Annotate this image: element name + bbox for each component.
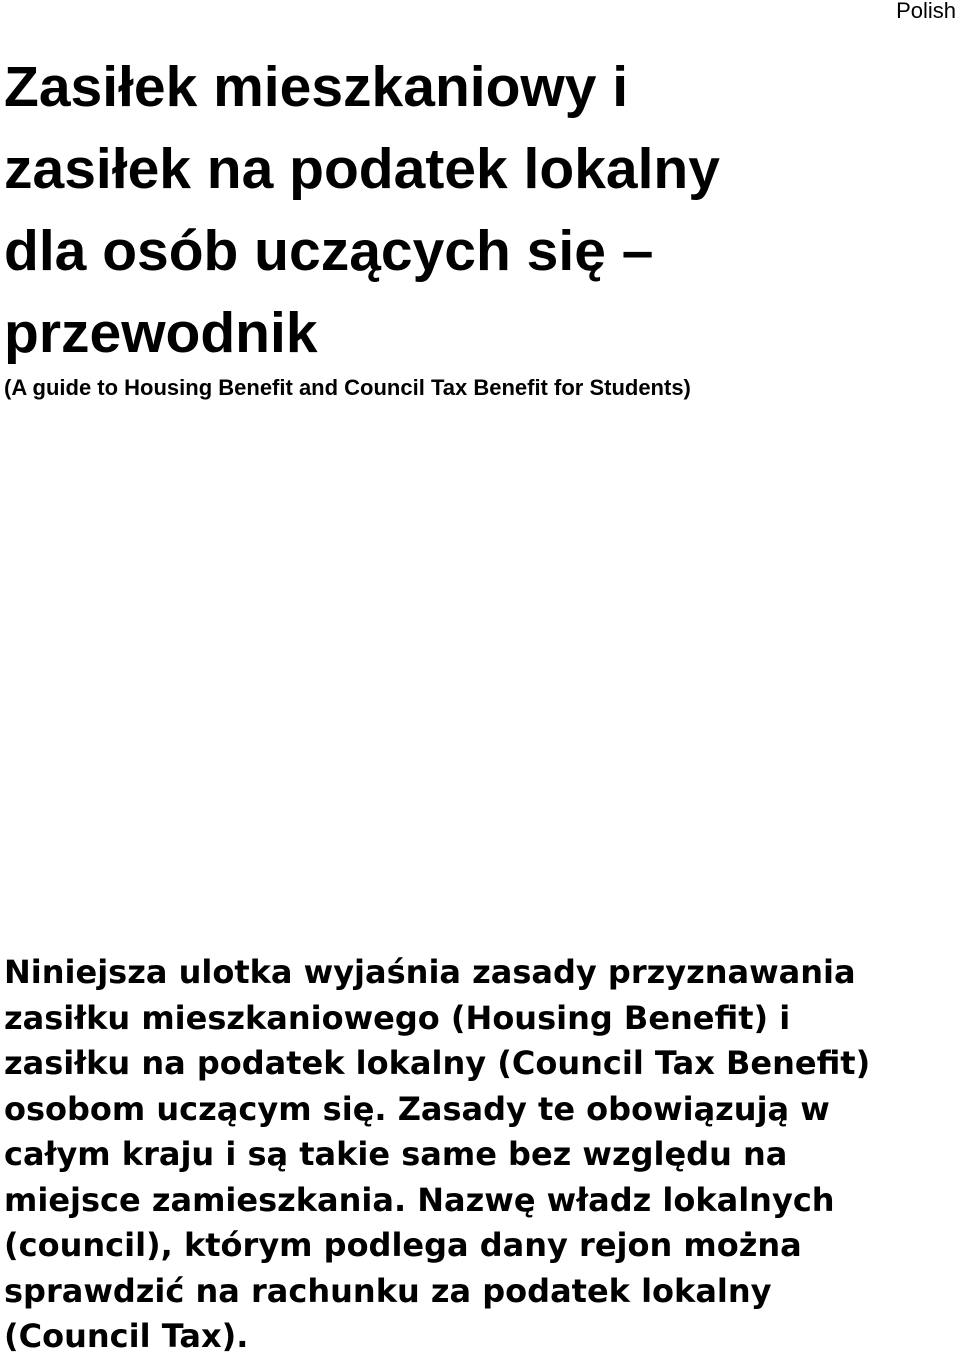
intro-line: zasiłku na podatek lokalny (Council Tax Benefit) bbox=[4, 1044, 871, 1082]
document-title bbox=[4, 46, 944, 374]
intro-line: (Council Tax). bbox=[4, 1317, 249, 1355]
document-subtitle: (A guide to Housing Benefit and Council Tax Benefit for Students) bbox=[4, 375, 691, 400]
intro-line: osobom uczącym się. Zasady te obowiązują w bbox=[4, 1089, 830, 1128]
language-label: Polish bbox=[896, 0, 956, 23]
intro-paragraph bbox=[4, 950, 954, 1360]
title-line: przewodnik bbox=[4, 301, 318, 365]
title-line: Zasiłek mieszkaniowy i bbox=[4, 55, 629, 119]
intro-line: zasiłku mieszkaniowego (Housing Benefit) i bbox=[4, 998, 791, 1037]
intro-line: (council), którym podlega dany rejon można bbox=[4, 1226, 802, 1264]
title-line: dla osób uczących się – bbox=[4, 219, 654, 283]
intro-line: całym kraju i są takie same bez względu na bbox=[4, 1135, 788, 1173]
title-line: zasiłek na podatek lokalny bbox=[4, 137, 720, 201]
intro-line: Niniejsza ulotka wyjaśnia zasady przyznawania bbox=[4, 953, 856, 991]
intro-line: sprawdzić na rachunku za podatek lokalny bbox=[4, 1271, 772, 1310]
intro-line: miejsce zamieszkania. Nazwę władz lokalnych bbox=[4, 1180, 835, 1219]
